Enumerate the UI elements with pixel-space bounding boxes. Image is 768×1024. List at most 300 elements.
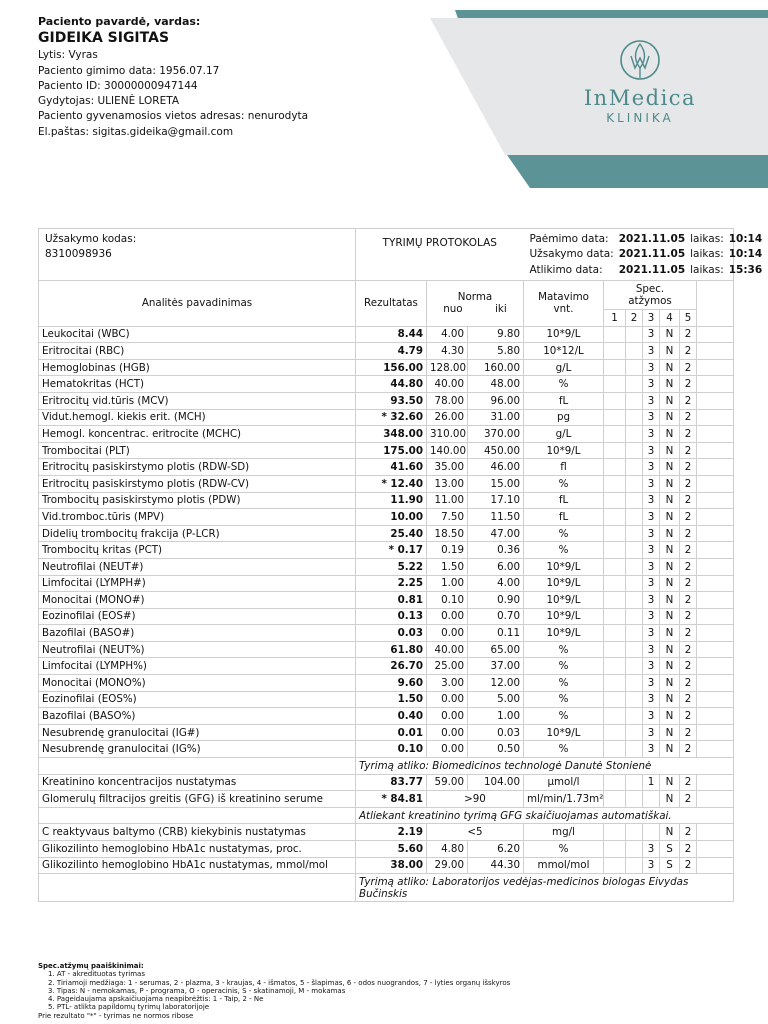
spec-mark: 2 [680,326,697,343]
spec-mark [626,392,643,409]
spec-mark: 3 [643,492,660,509]
header-norm-label: Norma [457,291,493,304]
spec-mark [697,841,734,858]
norm-to: 11.50 [468,509,524,526]
spec-mark: N [660,343,680,360]
spec-mark: N [660,608,680,625]
result-value: 9.60 [356,675,427,692]
patient-id: Paciento ID: 30000000947144 [38,79,198,92]
unit: 10*9/L [524,625,604,642]
header-norm-to: iki [495,303,507,316]
spec-mark: N [660,575,680,592]
spec-mark [604,376,626,393]
result-value: 44.80 [356,376,427,393]
spec-mark: N [660,542,680,559]
table-row [39,392,734,409]
spec-mark: 3 [643,359,660,376]
footer-heading: Spec.atžymų paaiškinimai: [38,962,144,970]
analyte-name: Bazofilai (BASO%) [39,708,356,725]
spec-mark [697,525,734,542]
spec-mark: N [660,359,680,376]
spec-mark [604,724,626,741]
order-row [39,229,734,281]
norm-from: 25.00 [427,658,468,675]
norm-from: 78.00 [427,392,468,409]
spec-mark: 2 [680,459,697,476]
spec-mark [626,542,643,559]
date-value: 2021.11.05 [618,232,686,245]
norm-from: 7.50 [427,509,468,526]
spec-mark: N [660,558,680,575]
spec-col-4: 4 [660,310,680,327]
spec-mark: 2 [680,774,697,791]
norm-range: <5 [427,824,524,841]
norm-to: 1.00 [468,708,524,725]
table-row [39,525,734,542]
spec-mark: 3 [643,326,660,343]
spec-mark: N [660,376,680,393]
norm-to: 5.00 [468,691,524,708]
spec-col-2: 2 [626,310,643,327]
norm-from: 26.00 [427,409,468,426]
unit: 10*9/L [524,592,604,609]
table-row [39,841,734,858]
footer-last: Prie rezultato "*" - tyrimas ne normos ribose [38,1011,194,1020]
norm-from: 18.50 [427,525,468,542]
spec-mark [626,326,643,343]
norm-to: 6.00 [468,558,524,575]
spec-mark: 2 [680,791,697,808]
spec-mark [604,558,626,575]
spec-mark [604,641,626,658]
result-value: 2.25 [356,575,427,592]
analyte-name: Eritrocitai (RBC) [39,343,356,360]
result-value: 5.22 [356,558,427,575]
norm-to: 0.11 [468,625,524,642]
spec-mark: 3 [643,592,660,609]
spec-mark [604,409,626,426]
unit: mg/l [524,824,604,841]
spec-mark [626,708,643,725]
header-unit [524,281,604,327]
norm-to: 160.00 [468,359,524,376]
result-value: 0.01 [356,724,427,741]
spec-mark [626,575,643,592]
table-row [39,675,734,692]
analyte-name: Hemogl. koncentrac. eritrocite (MCHC) [39,426,356,443]
spec-mark: N [660,824,680,841]
norm-from: 13.00 [427,475,468,492]
spec-mark [697,658,734,675]
table-row [39,708,734,725]
spec-mark [604,841,626,858]
spec-mark [697,542,734,559]
spec-mark [626,475,643,492]
spec-mark: N [660,509,680,526]
result-value: 11.90 [356,492,427,509]
result-value: 0.03 [356,625,427,642]
table-row [39,691,734,708]
unit: g/L [524,426,604,443]
spec-mark [604,343,626,360]
spec-mark [697,608,734,625]
analyte-name: Nesubrendę granulocitai (IG#) [39,724,356,741]
result-value: 26.70 [356,658,427,675]
result-value: 61.80 [356,641,427,658]
spec-mark: 3 [643,741,660,758]
note-spacer [39,874,356,902]
patient-address: Paciento gyvenamosios vietos adresas: nenurodyta [38,110,309,123]
table-row [39,658,734,675]
header-spec-line2: atžymos [628,295,672,307]
results-table-head [39,229,763,327]
result-value: 348.00 [356,426,427,443]
spec-mark: 3 [643,426,660,443]
result-value: * 12.40 [356,475,427,492]
table-row [39,542,734,559]
spec-mark: N [660,641,680,658]
spec-mark: 2 [680,343,697,360]
spec-mark [626,824,643,841]
spec-mark [697,708,734,725]
analyte-name: Hemoglobinas (HGB) [39,359,356,376]
result-value: * 32.60 [356,409,427,426]
footer-items [38,970,510,1011]
spec-mark [604,708,626,725]
spec-mark: 2 [680,442,697,459]
header-unit-line2: vnt. [553,303,574,316]
norm-to: 370.00 [468,426,524,443]
norm-to: 450.00 [468,442,524,459]
analyte-name: Neutrofilai (NEUT%) [39,641,356,658]
spec-mark [626,774,643,791]
norm-range: >90 [427,791,524,808]
unit: % [524,841,604,858]
spec-mark [626,359,643,376]
spec-mark: 2 [680,708,697,725]
spec-mark: 2 [680,658,697,675]
table-row [39,641,734,658]
norm-to: 46.00 [468,459,524,476]
spec-mark [643,824,660,841]
note-row [39,874,734,902]
table-row [39,774,734,791]
norm-from: 128.00 [427,359,468,376]
spec-mark [697,691,734,708]
norm-from: 0.00 [427,691,468,708]
order-code: 8310098936 [45,248,112,260]
spec-mark [626,741,643,758]
unit: 10*9/L [524,608,604,625]
spec-mark: 2 [680,359,697,376]
norm-from: 3.00 [427,675,468,692]
unit: fL [524,509,604,526]
date-label: Paėmimo data: [529,232,609,245]
result-value: 10.00 [356,509,427,526]
analyte-name: Bazofilai (BASO#) [39,625,356,642]
spec-mark: 3 [643,724,660,741]
unit: fL [524,392,604,409]
spec-mark: N [660,426,680,443]
spec-mark [604,542,626,559]
norm-to: 5.80 [468,343,524,360]
time-label: laikas: [690,263,724,276]
unit: % [524,475,604,492]
norm-from: 0.00 [427,625,468,642]
result-value: 83.77 [356,774,427,791]
note-text: Tyrimą atliko: Biomedicinos technologė Danutė Stonienė [356,758,734,775]
spec-mark: N [660,791,680,808]
analyte-name: Didelių trombocitų frakcija (P-LCR) [39,525,356,542]
norm-to: 47.00 [468,525,524,542]
norm-from: 0.00 [427,741,468,758]
spec-mark [604,592,626,609]
spec-mark: 2 [680,608,697,625]
spec-mark: 2 [680,741,697,758]
unit: ml/min/1.73m² [524,791,604,808]
patient-heading: Paciento pavardė, vardas: [38,15,201,28]
table-row [39,459,734,476]
spec-mark [697,857,734,874]
header-row-1 [39,281,734,310]
spec-mark [626,509,643,526]
spec-mark [604,359,626,376]
dates-cell [524,229,763,281]
analyte-name: Glikozilinto hemoglobino HbA1c nustatymas, proc. [39,841,356,858]
result-value: * 84.81 [356,791,427,808]
note-spacer [39,758,356,775]
spec-mark [604,442,626,459]
table-row [39,359,734,376]
norm-from: 35.00 [427,459,468,476]
spec-mark [626,343,643,360]
unit: 10*9/L [524,724,604,741]
note-row [39,758,734,775]
footer-item: 5. PTL- atlikta papildomų tyrimų laboratorijoje [48,1003,210,1012]
spec-mark: 3 [643,608,660,625]
result-value: 156.00 [356,359,427,376]
header-norm [427,281,524,327]
unit: % [524,376,604,393]
norm-from: 1.50 [427,558,468,575]
date-value: 2021.11.05 [618,248,686,261]
date-row [530,247,768,263]
analyte-name: Hematokritas (HCT) [39,376,356,393]
logo-name: InMedica [583,86,697,110]
spec-mark [626,658,643,675]
spec-mark: N [660,409,680,426]
spec-mark [697,791,734,808]
analyte-name: Monocitai (MONO%) [39,675,356,692]
spec-mark: 2 [680,525,697,542]
table-row [39,608,734,625]
date-value: 2021.11.05 [618,263,686,276]
order-code-cell [39,229,356,281]
spec-mark: 3 [643,525,660,542]
spec-mark: 3 [643,708,660,725]
unit: % [524,542,604,559]
note-spacer [39,807,356,824]
norm-from: 0.00 [427,708,468,725]
spec-mark [697,509,734,526]
spec-mark: 3 [643,376,660,393]
patient-info [38,14,458,140]
header-spare [697,281,734,327]
analyte-name: Glomerulų filtracijos greitis (GFG) iš kreatinino serume [39,791,356,808]
norm-from: 310.00 [427,426,468,443]
spec-mark [626,376,643,393]
note-text: Atliekant kreatinino tyrimą GFG skaičiuojamas automatiškai. [356,807,734,824]
spec-mark [643,791,660,808]
unit: pg [524,409,604,426]
spec-mark: 2 [680,558,697,575]
header-spec [604,281,697,310]
spec-mark: 2 [680,824,697,841]
spec-mark [697,376,734,393]
spec-mark [626,426,643,443]
analyte-name: C reaktyvaus baltymo (CRB) kiekybinis nustatymas [39,824,356,841]
spec-mark: 2 [680,376,697,393]
footer-item: 2. Tiriamoji medžiaga: 1 - serumas, 2 - plazma, 3 - kraujas, 4 - išmatos, 5 - šlapimas, 6 - odos nuograndos, 7 - lyties organų išskyros [48,978,511,987]
spec-mark: 2 [680,857,697,874]
spec-mark: N [660,459,680,476]
unit: % [524,641,604,658]
table-row [39,741,734,758]
note-text: Tyrimą atliko: Laboratorijos vedėjas-medicinos biologas Eivydas Bučinskis [356,874,734,902]
analyte-name: Eozinofilai (EOS#) [39,608,356,625]
spec-mark: N [660,658,680,675]
table-row [39,791,734,808]
spec-mark: S [660,857,680,874]
spec-mark: 3 [643,857,660,874]
spec-mark [697,724,734,741]
spec-mark [697,392,734,409]
spec-mark [604,658,626,675]
norm-to: 65.00 [468,641,524,658]
spec-mark [626,841,643,858]
spec-mark: N [660,691,680,708]
norm-from: 1.00 [427,575,468,592]
unit: % [524,675,604,692]
patient-birth-date: Paciento gimimo data: 1956.07.17 [38,64,220,77]
spec-mark [626,525,643,542]
spec-mark [626,857,643,874]
norm-to: 9.80 [468,326,524,343]
analyte-name: Eozinofilai (EOS%) [39,691,356,708]
spec-mark: N [660,392,680,409]
table-row [39,376,734,393]
unit: fl [524,459,604,476]
header-unit-line1: Matavimo [538,291,589,304]
spec-mark: 2 [680,575,697,592]
results-table [38,228,763,902]
spec-mark: N [660,675,680,692]
spec-mark [697,359,734,376]
norm-to: 0.90 [468,592,524,609]
spec-mark: 2 [680,409,697,426]
spec-mark: 2 [680,841,697,858]
spec-mark [697,774,734,791]
spec-mark: N [660,625,680,642]
unit: mmol/mol [524,857,604,874]
analyte-name: Limfocitai (LYMPH#) [39,575,356,592]
spec-mark: 2 [680,724,697,741]
date-label: Užsakymo data: [529,248,614,261]
result-value: 0.81 [356,592,427,609]
norm-from: 29.00 [427,857,468,874]
spec-mark: 3 [643,575,660,592]
norm-from: 0.19 [427,542,468,559]
analyte-name: Kreatinino koncentracijos nustatymas [39,774,356,791]
spec-mark [697,326,734,343]
time-label: laikas: [690,248,724,261]
spec-mark: 3 [643,675,660,692]
norm-to: 31.00 [468,409,524,426]
result-value: 25.40 [356,525,427,542]
table-row [39,509,734,526]
spec-mark: N [660,525,680,542]
unit: 10*9/L [524,558,604,575]
spec-mark [604,675,626,692]
spec-mark: 3 [643,475,660,492]
spec-mark: N [660,724,680,741]
spec-mark: 3 [643,343,660,360]
norm-from: 59.00 [427,774,468,791]
spec-mark [697,442,734,459]
analyte-name: Monocitai (MONO#) [39,592,356,609]
analyte-name: Trombocitų kritas (PCT) [39,542,356,559]
norm-to: 104.00 [468,774,524,791]
analyte-name: Vidut.hemogl. kiekis erit. (MCH) [39,409,356,426]
spec-mark [626,409,643,426]
spec-mark [604,459,626,476]
result-value: 175.00 [356,442,427,459]
spec-mark [626,492,643,509]
norm-from: 0.10 [427,592,468,609]
spec-mark [697,343,734,360]
spec-mark [697,459,734,476]
date-row [530,262,768,278]
table-row [39,475,734,492]
header-norm-from: nuo [443,303,463,316]
analyte-name: Eritrocitų pasiskirstymo plotis (RDW-SD) [39,459,356,476]
result-value: 38.00 [356,857,427,874]
spec-mark [604,741,626,758]
spec-mark [697,824,734,841]
spec-mark [626,592,643,609]
result-value: 8.44 [356,326,427,343]
analyte-name: Limfocitai (LYMPH%) [39,658,356,675]
result-value: 41.60 [356,459,427,476]
spec-mark [697,741,734,758]
spec-mark [626,641,643,658]
spec-mark [604,857,626,874]
order-code-label: Užsakymo kodas: [45,233,137,245]
protocol-title: TYRIMŲ PROTOKOLAS [356,229,524,281]
spec-mark: 2 [680,492,697,509]
spec-mark [697,558,734,575]
norm-from: 40.00 [427,641,468,658]
spec-mark: 3 [643,442,660,459]
spec-mark [697,409,734,426]
norm-from: 140.00 [427,442,468,459]
spec-mark: N [660,326,680,343]
result-value: 93.50 [356,392,427,409]
spec-mark: 2 [680,675,697,692]
patient-email: El.paštas: sigitas.gideika@gmail.com [38,125,234,138]
spec-mark [626,724,643,741]
patient-name: GIDEIKA SIGITAS [38,30,170,47]
